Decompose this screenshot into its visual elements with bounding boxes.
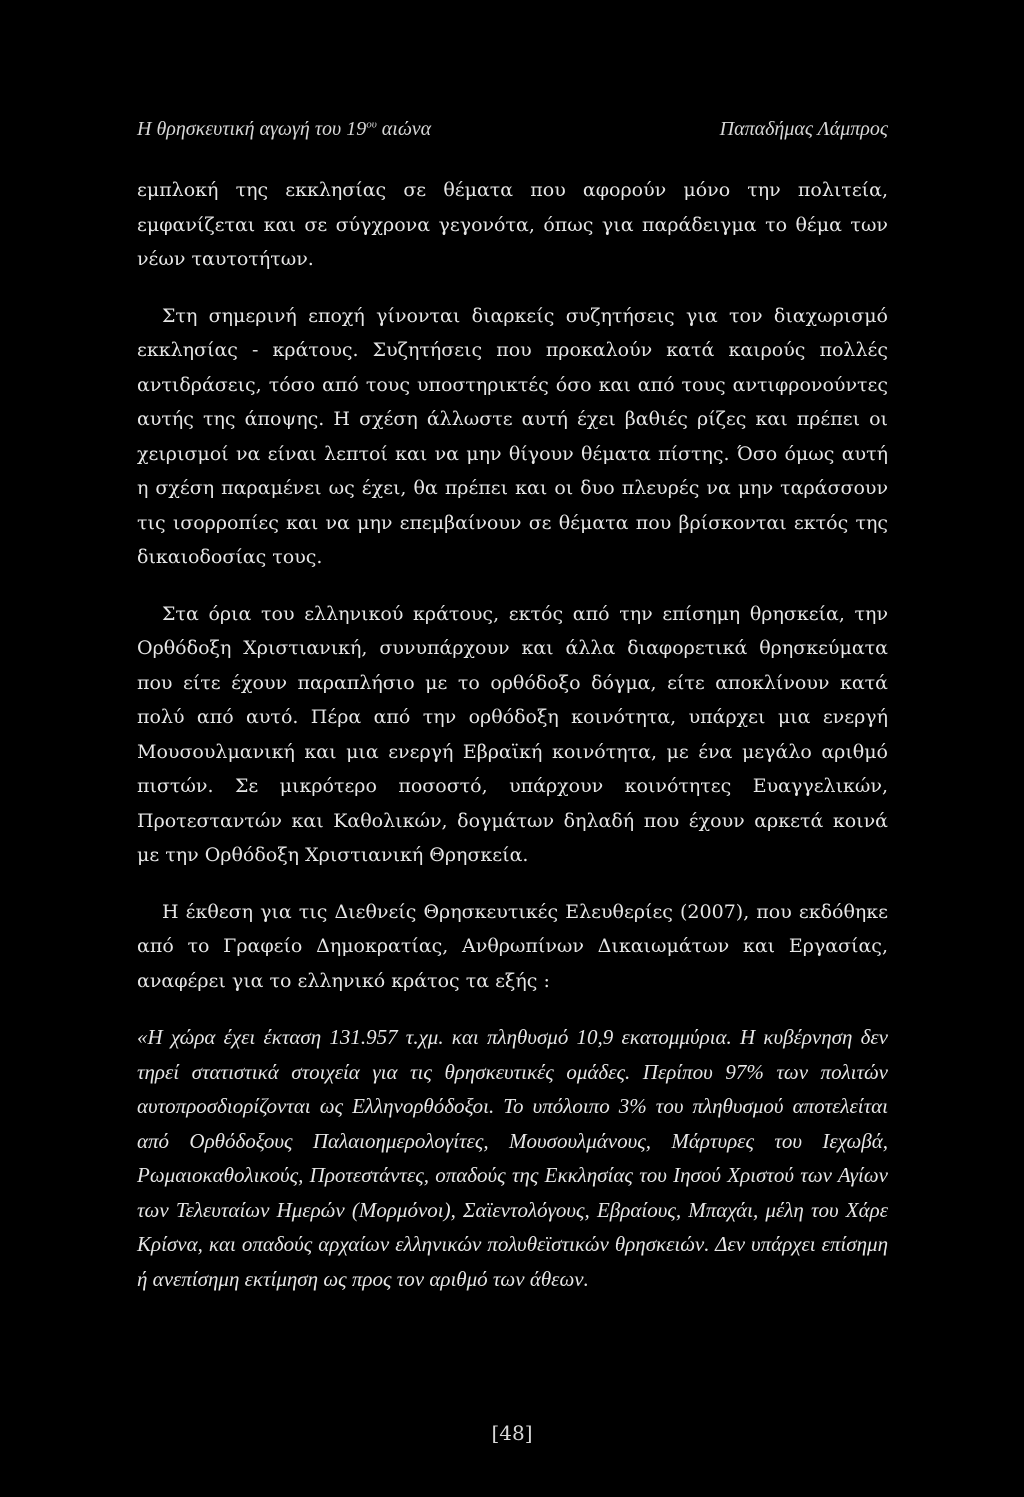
paragraph-report-intro: Η έκθεση για τις Διεθνείς Θρησκευτικές Ελευθερίες (2007), που εκδόθηκε από το Γραφείο Δημοκρατίας, Ανθρωπίνων Δικαιωμάτων και Εργασίας, αναφέρει για το ελληνικό κράτος τα εξής : xyxy=(137,900,888,992)
page-body xyxy=(137,173,888,1296)
report-quote: «Η χώρα έχει έκταση 131.957 τ.χμ. και πληθυσμό 10,9 εκατομμύρια. Η κυβέρνηση δεν τηρεί στατιστικά στοιχεία για τις θρησκευτικές ομάδες. Περίπου 97% των πολιτών αυτοπροσδιορίζονται ως Ελληνορθόδοξοι. Το υπόλοιπο 3% του πληθυσμού αποτελείται από Ορθόδοξους Παλαιοημερολογίτες, Μουσουλμάνους, Μάρτυρες του Ιεχωβά, Ρωμαιοκαθολικούς, Προτεστάντες, οπαδούς της Εκκλησίας του Ιησού Χριστού των Αγίων των Τελευταίων Ημερών (Μορμόνοι), Σαϊεντολόγους, Εβραίους, Μπαχάι, μέλη του Χάρε Κρίσνα, και οπαδούς αρχαίων ελληνικών πολυθεϊστικών θρησκειών. Δεν υπάρχει επίσημη ή ανεπίσημη εκτίμηση ως προς τον αριθμό των άθεων. xyxy=(137,1025,888,1291)
page-number: [48] xyxy=(491,1421,533,1445)
running-header xyxy=(137,118,888,141)
header-title: Η θρησκευτική αγωγή του $19^{o\upsilon}$ αιώνα xyxy=(137,118,432,140)
paragraph-continuation: εμπλοκή της εκκλησίας σε θέματα που αφορούν μόνο την πολιτεία, εμφανίζεται και σε σύγχρονα γεγονότα, όπως για παράδειγμα το θέμα των νέων ταυτοτήτων. xyxy=(137,179,888,270)
paragraph-church-state: Στη σημερινή εποχή γίνονται διαρκείς συζητήσεις για τον διαχωρισμό εκκλησίας - κράτους. Συζητήσεις που προκαλούν κατά καιρούς πολλές αντιδράσεις, τόσο από τους υποστηρικτές όσο και από τους αντιφρονούντες αυτής της άποψης. Η σχέση άλλωστε αυτή έχει βαθιές ρίζες και πρέπει οι χειρισμοί να είναι λεπτοί και να μην θίγουν θέματα πίστης. Όσο όμως αυτή η σχέση παραμένει ως έχει, θα πρέπει και οι δυο πλευρές να μην ταράσσουν τις ισορροπίες και να μην επεμβαίνουν σε θέματα που βρίσκονται εκτός της δικαιοδοσίας τους. xyxy=(137,304,888,568)
paragraph-religions: Στα όρια του ελληνικού κράτους, εκτός από την επίσημη θρησκεία, την Ορθόδοξη Χριστιανική, συνυπάρχουν και άλλα διαφορετικά θρησκεύματα που είτε έχουν παραπλήσιο με το ορθόδοξο δόγμα, είτε αποκλίνουν κατά πολύ από αυτό. Πέρα από την ορθόδοξη κοινότητα, υπάρχει μια ενεργή Μουσουλμανική και μια ενεργή Εβραϊκή κοινότητα, με ένα μεγάλο αριθμό πιστών. Σε μικρότερο ποσοστό, υπάρχουν κοινότητες Ευαγγελικών, Προτεσταντών και Καθολικών, δογμάτων δηλαδή που έχουν αρκετά κοινά με την Ορθόδοξη Χριστιανική Θρησκεία. xyxy=(137,602,888,866)
header-author: Παπαδήμας Λάμπρος xyxy=(719,118,888,140)
